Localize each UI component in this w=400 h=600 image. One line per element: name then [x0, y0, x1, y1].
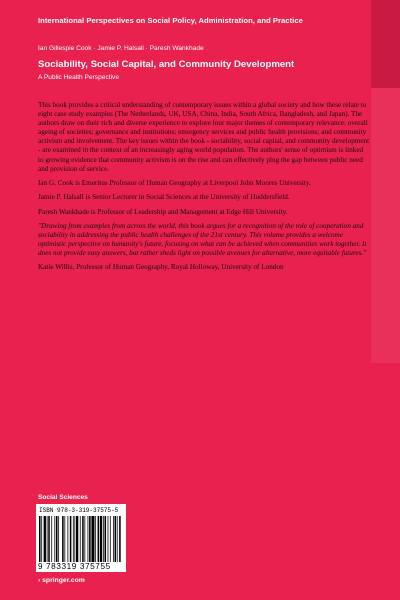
barcode-bar: [110, 516, 111, 562]
barcode-bar: [117, 516, 118, 562]
summary-paragraph: This book provides a critical understanding of contemporary issues within a global society and how these relate to eight case study examples (The Netherlands, UK, USA, China, India, South Africa, Bangladesh, and Japan). The authors draw on their rich and diverse experience to explore four major themes of contemporary relevance: overall ageing of societies; governance and institutions; emergency services and public health provisions; and community activism and involvement. The key issues within the book - sociability, social capital, and community development - are examined in the context of an increasingly aging world population. The authors' sense of optimism is linked to growing evidence that community activism is on the rise and can effectively plug the gap between public need and provision of service.: [38, 101, 370, 173]
barcode-bar: [73, 516, 74, 562]
barcode-bar: [58, 516, 59, 562]
isbn-label: ISBN 978-3-319-37575-5: [39, 507, 119, 514]
author-bio-halsall: Jamie P. Halsall is Senior Lecturer in Social Sciences at the University of Huddersfield.: [38, 193, 290, 202]
book-subtitle: A Public Health Perspective: [38, 74, 119, 81]
barcode-bar: [48, 516, 50, 562]
barcode-bar: [51, 516, 52, 562]
header-accent-band: [371, 0, 400, 88]
author-bio-wankhade: Paresh Wankhade is Professor of Leadership and Management at Edge Hill University.: [38, 207, 288, 216]
barcode-bar: [68, 516, 69, 562]
endorsement-attribution: Katie Willis, Professor of Human Geography, Royal Holloway, University of London: [38, 263, 284, 272]
barcode-bar: [41, 516, 42, 562]
isbn-barcode-box: [36, 504, 126, 572]
barcode-bar: [80, 516, 81, 562]
barcode-bar: [119, 516, 121, 562]
blurb-text: [38, 101, 370, 278]
barcode-bar: [39, 516, 41, 562]
right-edge-strip: [371, 88, 400, 363]
barcode-bar: [74, 516, 75, 562]
barcode-bar: [89, 516, 91, 562]
barcode-bar: [113, 516, 114, 562]
barcode-bar: [54, 516, 55, 562]
barcode-bar: [91, 516, 94, 562]
series-title: International Perspectives on Social Policy, Administration, and Practice: [38, 16, 303, 25]
barcode-bar: [108, 516, 109, 562]
subject-category: Social Sciences: [38, 494, 88, 501]
barcode-bar: [64, 516, 65, 562]
publisher-link[interactable]: › springer.com: [38, 577, 85, 584]
barcode-bar: [47, 516, 48, 562]
barcode-bar: [105, 516, 107, 562]
barcode-bar: [100, 516, 102, 562]
author-line: Ian Gillespie Cook · Jamie P. Halsall · Paresh Wankhade: [38, 45, 204, 52]
barcode-bar: [82, 516, 84, 562]
book-title: Sociability, Social Capital, and Community Development: [38, 59, 295, 70]
barcode-bar: [115, 516, 117, 562]
author-bio-cook: Ian G. Cook is Emeritus Professor of Human Geography at Liverpool John Moores University.: [38, 178, 311, 187]
barcode-bar: [62, 516, 64, 562]
barcode-bar: [98, 516, 100, 562]
barcode-bar: [103, 516, 104, 562]
barcode-digits: 9 783319 375755: [38, 562, 111, 571]
barcode-bar: [56, 516, 58, 562]
endorsement-quote: "Drawing from examples from across the world, this book argues for a recognition of the role of cooperation and sociability in addressing the public health challenges of the 21st century. This volume provides a welcome optimistic perspective on humanity's future, focusing on what can be achieved when communities work together. It does not provide easy answers, but rather sheds light on possible avenues for alternative, more equitable futures.": [38, 221, 367, 258]
barcode-bar: [84, 516, 85, 562]
barcode-image: [39, 516, 123, 562]
barcode-bar: [70, 516, 72, 562]
barcode-bar: [44, 516, 46, 562]
barcode-bar: [95, 516, 96, 562]
barcode-bar: [76, 516, 78, 562]
barcode-bar: [88, 516, 89, 562]
